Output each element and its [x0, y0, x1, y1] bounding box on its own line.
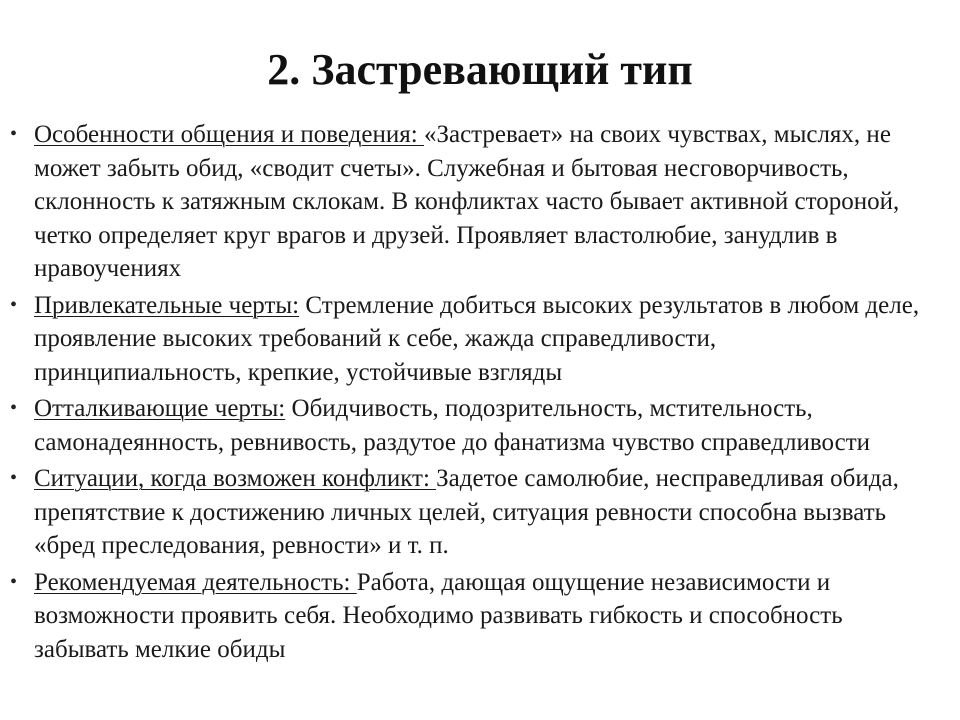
bullet-text: Работа, дающая ощущение независимости и возможности проявить себя. Необходимо развивать гибкость и способность забывать мелкие обиды	[34, 568, 843, 663]
bullet-text: «Застревает» на своих чувствах, мыслях, не может забыть обид, «сводит счеты». Служебная и бытовая несговорчивость, склонность к затяжным склокам. В конфликтах часто бывает активной стороной, четко определяет круг врагов и друзей. Проявляет властолюбие, занудлив в нравоучениях	[34, 121, 900, 282]
bullet-list	[10, 118, 922, 669]
bullet-dot-icon: •	[10, 397, 18, 419]
bullet-recommended-activity	[10, 566, 922, 667]
bullet-label: Привлекательные черты:	[34, 291, 300, 319]
bullet-dot-icon: •	[10, 123, 18, 145]
bullet-attractive-traits	[10, 289, 922, 390]
bullet-dot-icon: •	[10, 570, 18, 593]
bullet-conflict-situations	[10, 462, 922, 563]
bullet-repulsive-traits	[10, 392, 922, 459]
bullet-dot-icon: •	[10, 293, 18, 316]
bullet-text: Обидчивость, подозрительность, мстительность, самонадеянность, ревнивость, раздутое до фанатизма чувство справедливости	[34, 395, 871, 456]
bullet-label: Отталкивающие черты:	[34, 395, 286, 422]
bullet-label: Рекомендуемая деятельность:	[34, 568, 357, 596]
bullet-label: Особенности общения и поведения:	[34, 121, 424, 148]
bullet-communication	[10, 118, 922, 286]
bullet-text: Задетое самолюбие, несправедливая обида, препятствие к достижению личных целей, ситуация ревности способна вызвать «бред преследования, ревности» и т. п.	[34, 465, 899, 559]
bullet-label: Ситуации, когда возможен конфликт:	[34, 465, 437, 492]
slide-title: 2. Застревающий тип	[267, 45, 693, 94]
bullet-dot-icon: •	[10, 467, 18, 489]
bullet-text: Стремление добиться высоких результатов в любом деле, проявление высоких требований к себе, жажда справедливости, принципиальность, крепкие, устойчивые взгляды	[34, 291, 920, 386]
